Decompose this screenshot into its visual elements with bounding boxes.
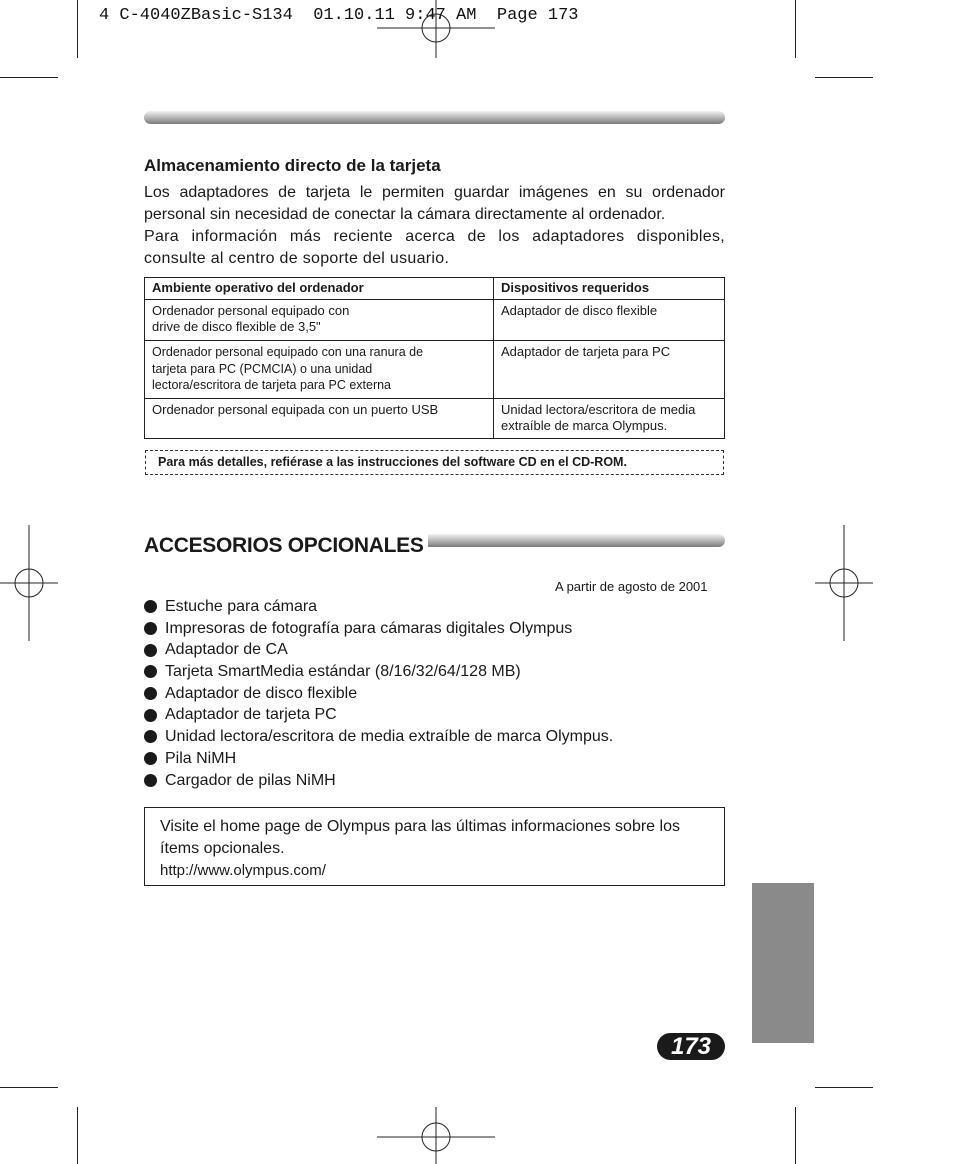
registration-mark-left xyxy=(0,525,58,641)
table-cell: Ordenador personal equipado con una ranura de tarjeta para PC (PCMCIA) o una unidad lectora/escritora de tarjeta para PC externa xyxy=(145,341,494,399)
website-box xyxy=(144,807,725,886)
accessories-heading: ACCESORIOS OPCIONALES xyxy=(144,534,428,558)
crop-mark xyxy=(795,0,796,58)
intro-paragraph: Los adaptadores de tarjeta le permiten guardar imágenes en su ordenador personal sin necesidad de conectar la cámara directamente al ordenador. xyxy=(144,184,725,223)
bullet-icon xyxy=(144,622,157,635)
support-paragraph: Para información más reciente acerca de los adaptadores disponibles, consulte al centro de soporte del usuario. xyxy=(144,228,725,267)
bullet-icon xyxy=(144,644,157,657)
table-cell: Unidad lectora/escritora de media extraíble de marca Olympus. xyxy=(494,398,725,438)
registration-mark-right xyxy=(815,525,873,641)
registration-mark-bottom xyxy=(377,1107,495,1164)
print-slug: 4 C-4040ZBasic-S134 01.10.11 9:47 AM Page 173 xyxy=(99,6,579,25)
table-row xyxy=(145,300,725,341)
crop-mark xyxy=(0,1087,58,1088)
requirements-table xyxy=(144,277,725,439)
section-bar xyxy=(144,111,725,124)
table-header: Dispositivos requeridos xyxy=(494,278,725,300)
cd-rom-note: Para más detalles, refiérase a las instrucciones del software CD en el CD-ROM. xyxy=(145,450,724,475)
thumb-tab xyxy=(752,883,814,1043)
table-cell: Ordenador personal equipada con un puerto USB xyxy=(145,398,494,438)
crop-mark xyxy=(0,77,58,78)
table-header: Ambiente operativo del ordenador xyxy=(145,278,494,300)
list-item: Impresoras de fotografía para cámaras digitales Olympus xyxy=(144,618,613,640)
table-row xyxy=(145,398,725,438)
website-link[interactable]: http://www.olympus.com/ xyxy=(160,862,326,879)
bullet-icon xyxy=(144,665,157,678)
list-item: Pila NiMH xyxy=(144,748,613,770)
registration-mark-top xyxy=(377,0,495,58)
bullet-icon xyxy=(144,687,157,700)
list-item: Adaptador de CA xyxy=(144,639,613,661)
crop-mark xyxy=(815,1087,873,1088)
table-cell: Ordenador personal equipado con drive de disco flexible de 3,5" xyxy=(145,300,494,341)
crop-mark xyxy=(795,1107,796,1164)
section-heading: Almacenamiento directo de la tarjeta xyxy=(144,156,441,175)
list-item: Tarjeta SmartMedia estándar (8/16/32/64/128 MB) xyxy=(144,661,613,683)
table-cell: Adaptador de disco flexible xyxy=(494,300,725,341)
list-item: Estuche para cámara xyxy=(144,596,613,618)
list-item: Adaptador de disco flexible xyxy=(144,683,613,705)
crop-mark xyxy=(77,0,78,58)
list-item: Unidad lectora/escritora de media extraíble de marca Olympus. xyxy=(144,726,613,748)
date-note: A partir de agosto de 2001 xyxy=(555,579,708,594)
accessories-list xyxy=(144,596,613,791)
bullet-icon xyxy=(144,752,157,765)
bullet-icon xyxy=(144,709,157,722)
crop-mark xyxy=(815,77,873,78)
website-text: Visite el home page de Olympus para las últimas informaciones sobre los ítems opcionales. xyxy=(160,818,680,857)
table-row xyxy=(145,341,725,399)
bullet-icon xyxy=(144,774,157,787)
page-number: 173 xyxy=(657,1033,725,1060)
bullet-icon xyxy=(144,600,157,613)
list-item: Adaptador de tarjeta PC xyxy=(144,704,613,726)
table-header-row xyxy=(145,278,725,300)
bullet-icon xyxy=(144,730,157,743)
crop-mark xyxy=(77,1107,78,1164)
table-cell: Adaptador de tarjeta para PC xyxy=(494,341,725,399)
list-item: Cargador de pilas NiMH xyxy=(144,770,613,792)
